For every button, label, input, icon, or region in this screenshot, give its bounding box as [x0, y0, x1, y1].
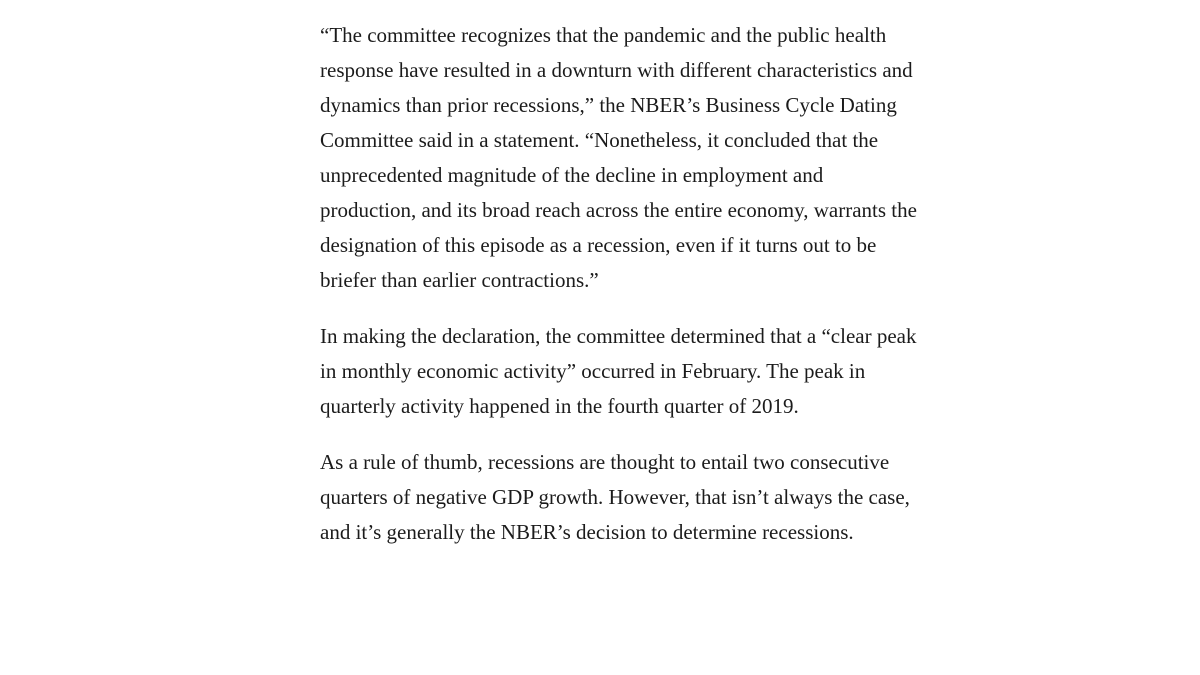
article-body [320, 18, 920, 550]
paragraph-rule-of-thumb: As a rule of thumb, recessions are thought to entail two consecutive quarters of negative GDP growth. However, that isn’t always the case, and it’s generally the NBER’s decision to determine recessions. [320, 450, 910, 544]
paragraph-peak-declaration: In making the declaration, the committee determined that a “clear peak in monthly economic activity” occurred in February. The peak in quarterly activity happened in the fourth quarter of 2019. [320, 324, 917, 418]
paragraph-committee-statement: “The committee recognizes that the pandemic and the public health response have resulted in a downturn with different characteristics and dynamics than prior recessions,” the NBER’s Business Cycle Dating Committee said in a statement. “Nonetheless, it concluded that the unprecedented magnitude of the decline in employment and production, and its broad reach across the entire economy, warrants the designation of this episode as a recession, even if it turns out to be briefer than earlier contractions.” [320, 23, 917, 292]
